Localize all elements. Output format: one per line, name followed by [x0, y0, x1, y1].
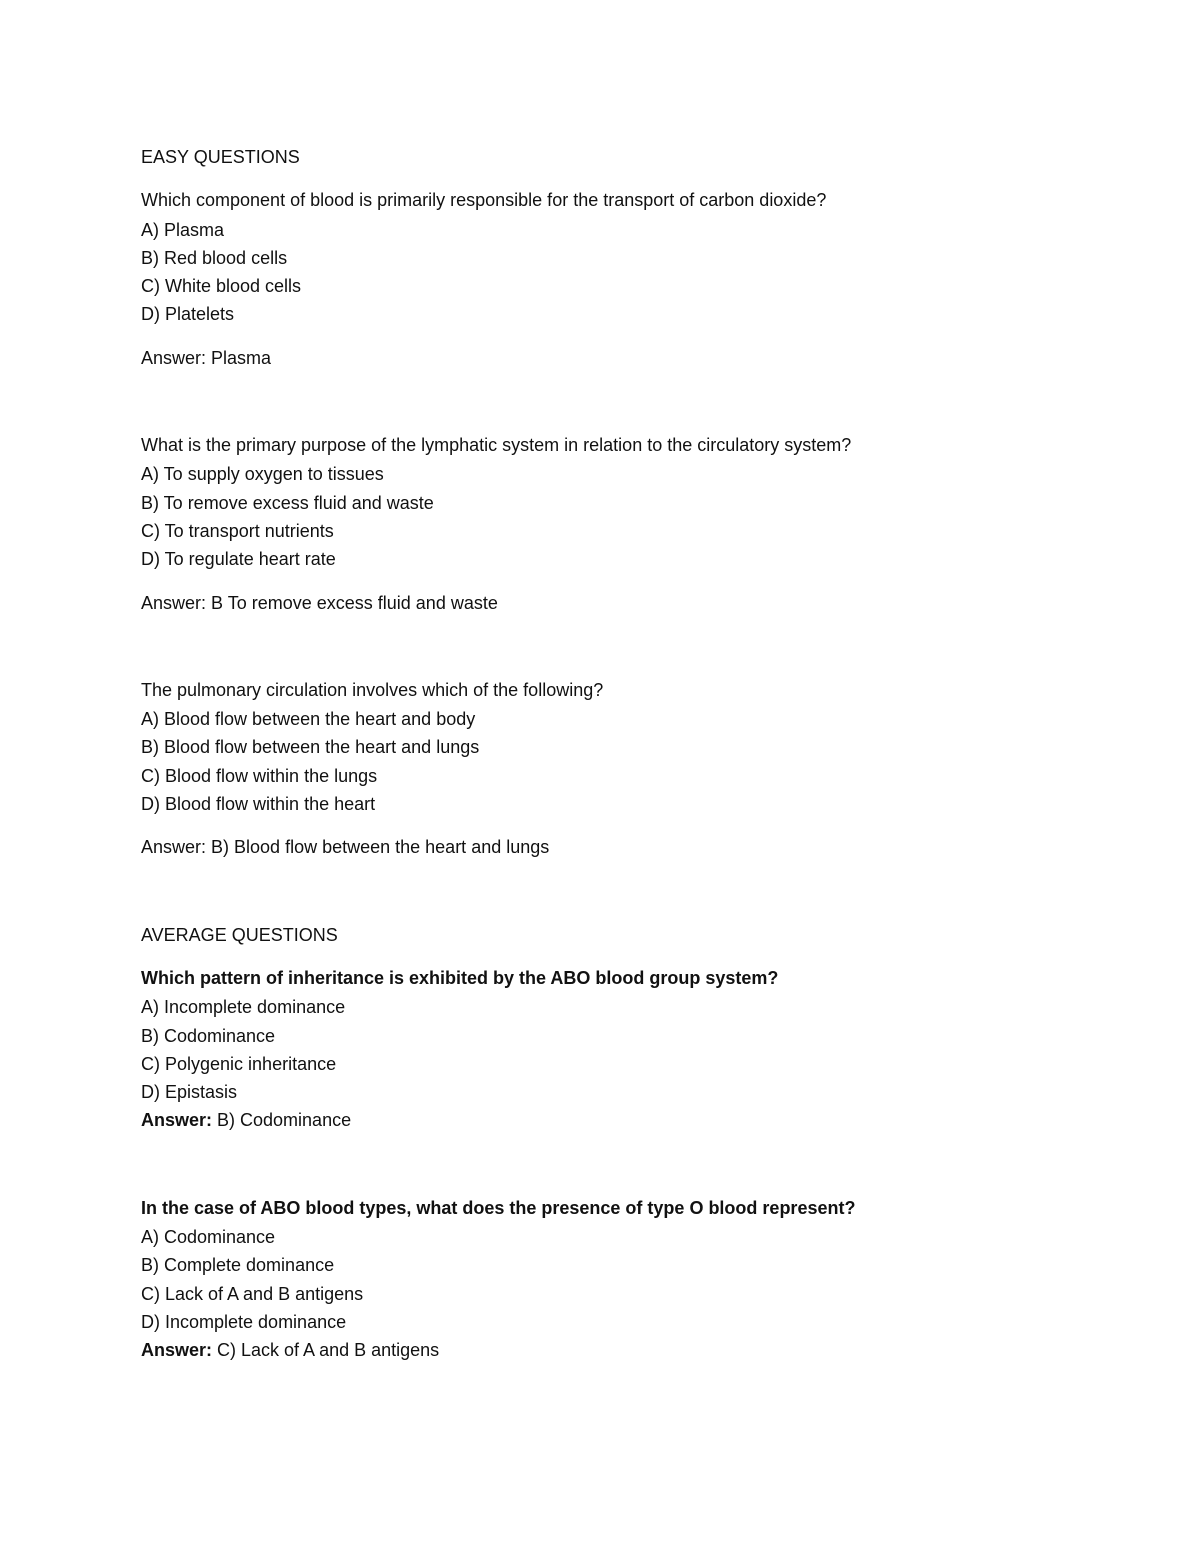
answer-line [141, 589, 1101, 617]
question-text: What is the primary purpose of the lymphatic system in relation to the circulatory system? [141, 435, 852, 456]
question-block [141, 676, 1101, 862]
option-b: B) Complete dominance [141, 1255, 335, 1276]
answer-label: Answer: [141, 347, 207, 368]
option-a: A) Blood flow between the heart and body [141, 709, 476, 730]
question-text: In the case of ABO blood types, what does the presence of type O blood represent? [141, 1197, 856, 1218]
answer-label: Answer: [141, 592, 207, 613]
answer-text: Plasma [206, 347, 272, 368]
question-block [141, 1194, 1101, 1365]
option-a: A) Plasma [141, 219, 225, 240]
answer-label: Answer: [141, 1340, 213, 1361]
option-c: C) Polygenic inheritance [141, 1053, 337, 1074]
answer-text: C) Lack of A and B antigens [212, 1340, 440, 1361]
option-d: D) To regulate heart rate [141, 549, 336, 570]
option-d: D) Blood flow within the heart [141, 794, 376, 815]
option-b: B) Red blood cells [141, 247, 288, 268]
answer-label: Answer: [141, 1110, 213, 1131]
answer-line [141, 1106, 1101, 1134]
question-block [141, 964, 1101, 1135]
answer-text: B) Blood flow between the heart and lungs [206, 837, 550, 858]
section-heading-easy: EASY QUESTIONS [141, 147, 300, 167]
option-a: A) Incomplete dominance [141, 997, 346, 1018]
option-d: D) Incomplete dominance [141, 1311, 347, 1332]
question-block [141, 186, 1101, 372]
answer-line [141, 1336, 1101, 1364]
document-body [141, 143, 1101, 1365]
section-heading-average: AVERAGE QUESTIONS [141, 924, 338, 945]
answer-label: Answer: [141, 837, 207, 858]
option-d: D) Platelets [141, 304, 235, 325]
option-a: A) Codominance [141, 1227, 276, 1248]
option-a: A) To supply oxygen to tissues [141, 464, 384, 485]
question-text: Which component of blood is primarily responsible for the transport of carbon dioxide? [141, 190, 827, 211]
option-c: C) Lack of A and B antigens [141, 1283, 364, 1304]
option-b: B) Codominance [141, 1025, 276, 1046]
option-c: C) White blood cells [141, 276, 302, 297]
option-c: C) Blood flow within the lungs [141, 765, 378, 786]
answer-line [141, 344, 1101, 372]
spacer [141, 862, 1101, 921]
answer-text: B) Codominance [212, 1110, 352, 1131]
question-block [141, 431, 1101, 617]
spacer [141, 372, 1101, 431]
spacer [141, 1135, 1101, 1194]
option-d: D) Epistasis [141, 1082, 238, 1103]
spacer [141, 617, 1101, 676]
question-text: Which pattern of inheritance is exhibited by the ABO blood group system? [141, 967, 779, 988]
option-b: B) To remove excess fluid and waste [141, 492, 434, 513]
answer-text: B To remove excess fluid and waste [206, 592, 498, 613]
question-text: The pulmonary circulation involves which of the following? [141, 679, 604, 700]
option-c: C) To transport nutrients [141, 520, 334, 541]
option-b: B) Blood flow between the heart and lungs [141, 737, 480, 758]
answer-line [141, 833, 1101, 861]
